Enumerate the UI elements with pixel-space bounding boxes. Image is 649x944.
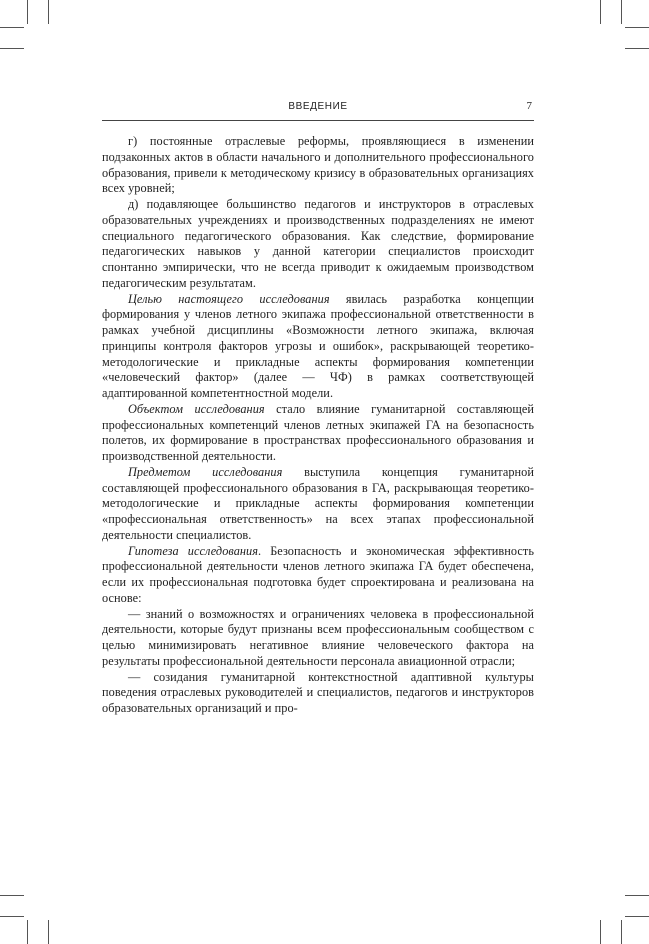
paragraph-term: Предметом исследования [128,464,283,479]
body-text [102,134,534,717]
crop-mark [27,920,28,944]
crop-mark [0,916,24,917]
crop-mark [625,916,649,917]
paragraph-subject [102,465,534,544]
paragraph-goal [102,292,534,402]
paragraph-text: — созидания гуманитарной контекстностной адаптивной культуры поведения отраслевых руководителей и специалистов, педагогов и инструкторов образовательных организаций и про- [102,669,534,715]
paragraph-object [102,402,534,465]
crop-mark [625,27,649,28]
page-number: 7 [526,100,532,112]
crop-mark [625,48,649,49]
paragraph-term: Гипотеза исследования [128,543,259,558]
running-head [102,100,534,121]
paragraph-reforms [102,134,534,197]
paragraph-text: выступила концепция гуманитарной составляющей профессионального образования в ГА, раскрывающая теоретико-методологические и прикладные аспекты формирования компетенции «профессиональная ответственность» на всех этапах профессиональной деятельности специалистов. [102,464,534,542]
crop-mark [600,0,601,24]
paragraph-text: стало влияние гуманитарной составляющей профессиональных компетенций членов летных экипажей ГА на безопасность полетов, их формирование в пространствах профессионального образования и производственной деятельности. [102,401,534,463]
paragraph-culture [102,670,534,717]
paragraph-text: д) подавляющее большинство педагогов и инструкторов в отраслевых образовательных учреждениях и производственных подразделениях не имеют специального педагогического образования. Как следствие, формирование педагогических навыков у данной категории специалистов происходит спонтанно эмпирически, что не всегда приводит к ожидаемым производством педагогическим результатам. [102,197,534,290]
paragraph-term: Объектом исследования [128,401,265,416]
running-title: ВВЕДЕНИЕ [288,101,348,112]
paragraph-term: Целью настоящего исследования [128,291,330,306]
paragraph-text: . Безопасность и экономическая эффективность профессиональной деятельности членов летного экипажа ГА будет обеспечена, если их профессиональная подготовка будет спроектирована и реализована на основе: [102,543,534,605]
crop-mark [0,27,24,28]
paragraph-text: явилась разработка концепции формирования у членов летного экипажа профессиональной ответственности в рамках учебной дисциплины «Возможности летного экипажа, включая принципы контроля факторов угрозы и ошибок», раскрывающей теоретико-методологические и прикладные аспекты формирования компетенции «человеческий фактор» (далее — ЧФ) в рамках соответствующей адаптированной компетентностной модели. [102,291,534,400]
paragraph-text: г) постоянные отраслевые реформы, проявляющиеся в изменении подзаконных актов в области начального и дополнительного профессионального образования, привели к методическому кризису в образовательных организациях всех уровней; [102,134,534,196]
paragraph-teachers [102,197,534,292]
crop-mark [600,920,601,944]
crop-mark [48,920,49,944]
crop-mark [621,0,622,24]
crop-mark [625,895,649,896]
crop-mark [0,48,24,49]
paragraph-hypothesis [102,544,534,607]
crop-mark [0,895,24,896]
paragraph-text: — знаний о возможностях и ограничениях человека в профессиональной деятельности, которые будут признаны всем профессиональным сообществом с целью минимизировать негативное влияние человеческого фактора на результаты профессиональной деятельности персонала авиационной отрасли; [102,606,534,668]
crop-mark [621,920,622,944]
crop-mark [48,0,49,24]
crop-mark [27,0,28,24]
paragraph-knowledge [102,607,534,670]
